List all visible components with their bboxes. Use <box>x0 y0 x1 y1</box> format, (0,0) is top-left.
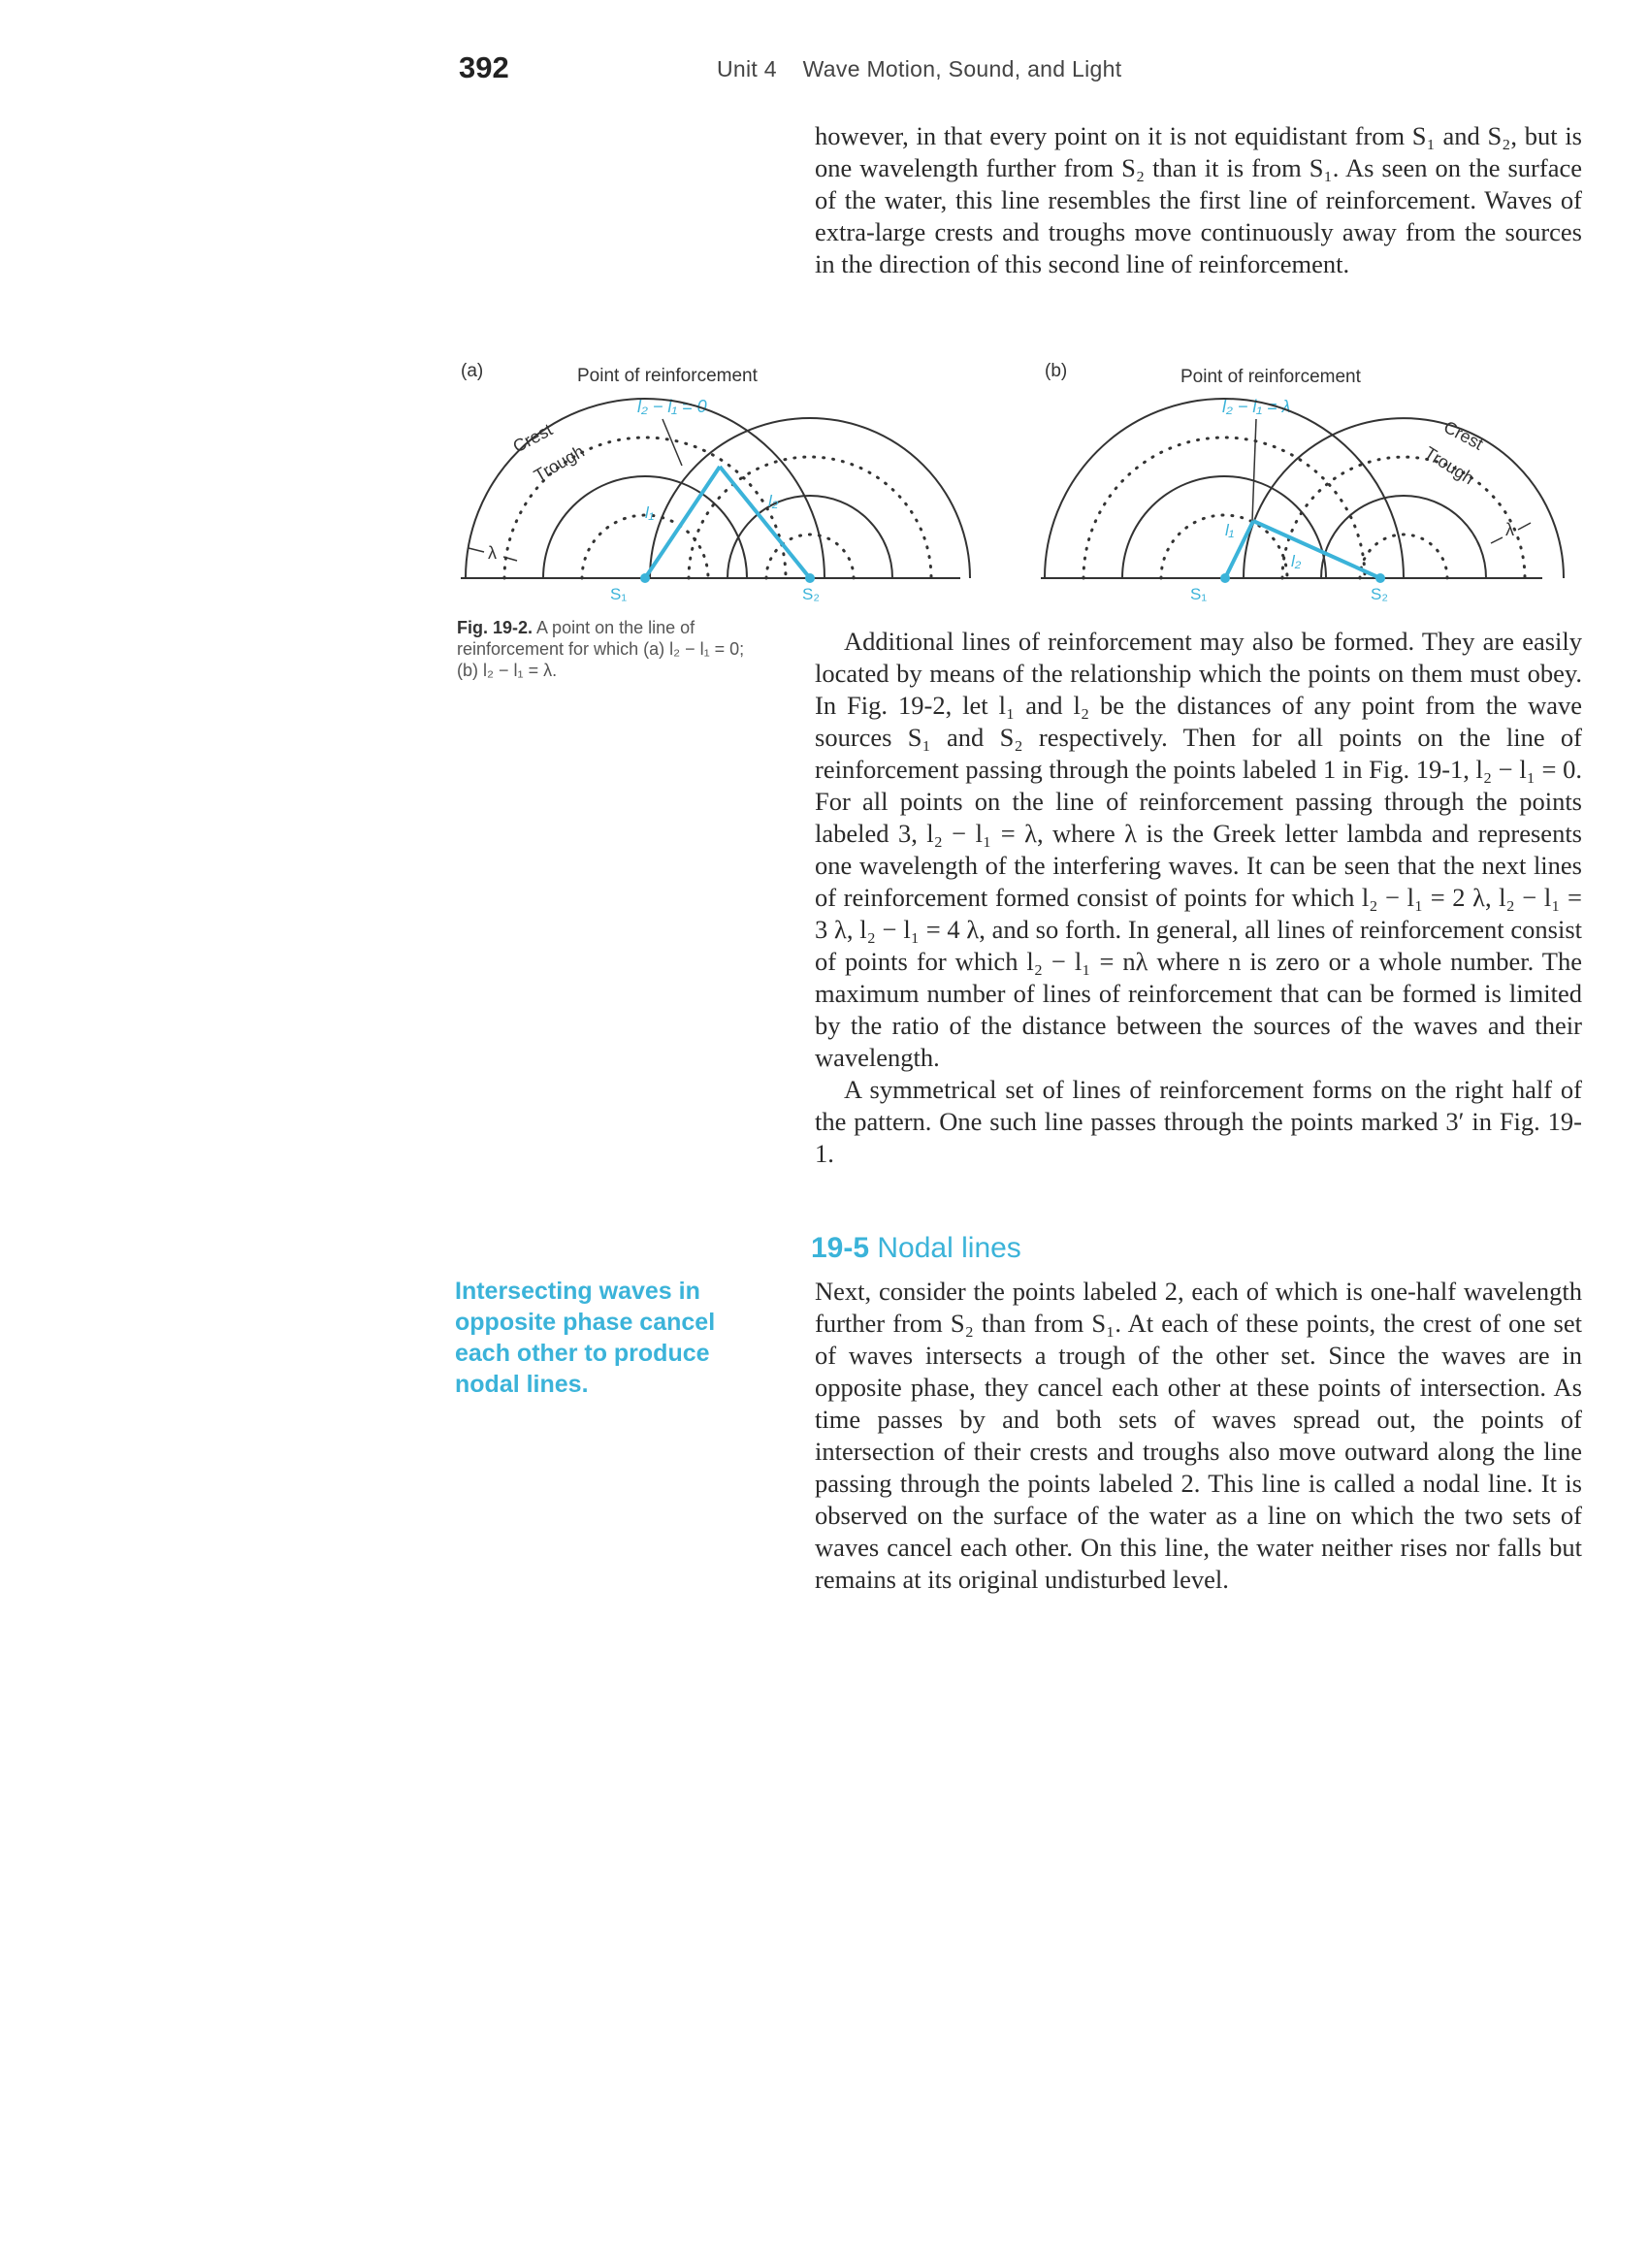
panel-b-l2-label: l₂ <box>1291 552 1302 570</box>
figure-caption-label: Fig. 19-2. <box>457 618 534 637</box>
panel-a-title: Point of reinforcement <box>577 366 758 386</box>
panel-b-s1-trough-inner <box>1161 515 1287 578</box>
panel-b-s2-point <box>1375 573 1385 583</box>
panel-b-l2-line <box>1253 521 1380 578</box>
page-number: 392 <box>459 50 509 84</box>
figure-caption-text: A point on the line of reinforcement for which (a) l₂ − l₁ = 0; (b) l₂ − l₁ = λ. <box>457 618 745 680</box>
panel-b-equation: l₂ − l₁ = λ <box>1222 397 1291 416</box>
panel-a-crest-label: Crest <box>509 419 556 457</box>
panel-b-tag: (b) <box>1045 361 1068 381</box>
intro-paragraph-text: however, in that every point on it is not equidistant from S₁ and S₂, but is one wavelength further from S₂ than it is from S₁. As seen on the surface of the water, this line resembles the first line of reinforcement. Waves of extra-large crests and troughs move continuously away from the sources in the direction of this second line of reinforcement. <box>815 121 1582 278</box>
figure-caption <box>457 617 746 681</box>
panel-a-tag: (a) <box>461 361 484 381</box>
panel-a-trough-label: Trough <box>531 440 588 486</box>
panel-a-l2-label: l₂ <box>768 492 779 510</box>
panel-a-l1-label: l₁ <box>645 503 655 522</box>
figure-19-2 <box>451 351 1596 611</box>
panel-b-trough-label: Trough <box>1420 442 1478 489</box>
panel-b-lambda-arrow-right <box>1518 523 1531 530</box>
panel-a-s1-crest-outer <box>466 399 824 578</box>
figure-panel-a <box>461 361 970 603</box>
section-title: Nodal lines <box>877 1232 1021 1264</box>
section-number: 19-5 <box>811 1232 870 1264</box>
panel-a-lambda-arrow-left <box>469 548 484 552</box>
panel-b-lambda-arrow-left <box>1491 537 1503 543</box>
body-section-nodal-lines <box>815 1276 1582 1596</box>
panel-a-s1-crest-inner <box>543 476 747 578</box>
section-heading <box>811 1232 1021 1265</box>
paragraph-symmetrical-set: A symmetrical set of lines of reinforcement forms on the right half of the pattern. One such line passes through the points marked 3′ in Fig. 19-1. <box>815 1075 1582 1168</box>
panel-b-crest-label: Crest <box>1440 416 1487 454</box>
paragraph-nodal-lines: Next, consider the points labeled 2, each of which is one-half wavelength further from S₂ than from S₁. At each of these points, the crest of one set of waves intersects a trough of the other set. Since the waves are in opposite phase, they cancel each other at these points of intersection. As time passes by and both sets of waves spread out, the points of intersection of their crests and troughs also move outward along the line passing through the points labeled 2. This line is called a nodal line. It is observed on the surface of the water as a line on which the two sets of waves cancel each other. On this line, the water neither rises nor falls but remains at its original undisturbed level. <box>815 1277 1582 1594</box>
panel-a-s1-label: S₁ <box>610 585 628 603</box>
body-section-reinforcement <box>815 626 1582 1170</box>
panel-a-s2-point <box>805 573 815 583</box>
figure-panel-b <box>1041 361 1564 603</box>
panel-a-equation: l₂ − l₁ = 0 <box>637 397 707 416</box>
panel-a-s2-label: S₂ <box>802 585 820 603</box>
panel-b-s1-label: S₁ <box>1190 585 1208 603</box>
margin-note: Intersecting waves in opposite phase cancel each other to produce nodal lines. <box>455 1278 716 1398</box>
panel-b-s2-label: S₂ <box>1371 585 1388 603</box>
intro-paragraph <box>815 120 1582 280</box>
panel-b-s1-point <box>1220 573 1230 583</box>
panel-b-l1-label: l₁ <box>1225 521 1235 539</box>
panel-b-pointer-line <box>1252 419 1256 521</box>
running-head: Unit 4 Wave Motion, Sound, and Light <box>717 56 1122 81</box>
panel-a-lambda-label: λ <box>488 543 497 563</box>
panel-a-s1-point <box>640 573 650 583</box>
panel-b-lambda-label: λ <box>1505 520 1514 539</box>
panel-b-s1-trough-outer <box>1083 437 1365 578</box>
panel-b-title: Point of reinforcement <box>1180 367 1361 387</box>
panel-b-s1-crest-outer <box>1045 399 1404 578</box>
panel-a-pointer-line <box>663 419 682 466</box>
paragraph-additional-lines: Additional lines of reinforcement may also be formed. They are easily located by means of the relationship which the points on them must obey. In Fig. 19-2, let l₁ and l₂ be the distances of any point from the wave sources S₁ and S₂ respectively. Then for all points on the line of reinforcement passing through the points labeled 1 in Fig. 19-1, l₂ − l₁ = 0. For all points on the line of reinforcement passing through the points labeled 3, l₂ − l₁ = λ, where λ is the Greek letter lambda and represents one wavelength of the interfering waves. It can be seen that the next lines of reinforcement formed consist of points for which l₂ − l₁ = 2 λ, l₂ − l₁ = 3 λ, l₂ − l₁ = 4 λ, and so forth. In general, all lines of reinforcement consist of points for which l₂ − l₁ = nλ where n is zero or a whole number. The maximum number of lines of reinforcement that can be formed is limited by the ratio of the distance between the sources of the waves and their wavelength. <box>815 627 1582 1072</box>
